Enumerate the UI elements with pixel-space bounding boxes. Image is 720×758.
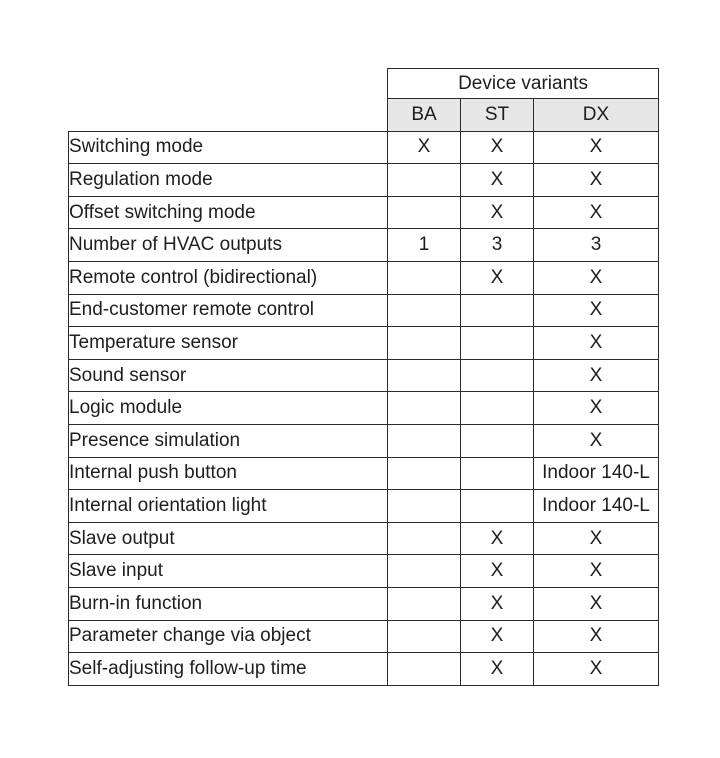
value-cell: X xyxy=(461,620,534,653)
table-row xyxy=(69,261,659,294)
table-row xyxy=(69,424,659,457)
value-cell xyxy=(461,359,534,392)
table-group-header-row xyxy=(69,69,659,99)
value-cell xyxy=(388,457,461,490)
value-cell xyxy=(388,522,461,555)
feature-cell: Sound sensor xyxy=(69,359,388,392)
header-spacer xyxy=(69,99,388,132)
feature-cell: Slave output xyxy=(69,522,388,555)
feature-cell: Switching mode xyxy=(69,131,388,164)
column-header-dx: DX xyxy=(534,99,659,132)
table-body xyxy=(69,131,659,685)
feature-cell: Number of HVAC outputs xyxy=(69,229,388,262)
value-cell: X xyxy=(534,261,659,294)
value-cell: X xyxy=(461,522,534,555)
table-row xyxy=(69,490,659,523)
value-cell xyxy=(388,164,461,197)
value-cell: Indoor 140-L xyxy=(534,457,659,490)
feature-cell: Remote control (bidirectional) xyxy=(69,261,388,294)
value-cell xyxy=(388,587,461,620)
value-cell: X xyxy=(534,294,659,327)
value-cell: X xyxy=(461,131,534,164)
value-cell xyxy=(461,294,534,327)
value-cell: X xyxy=(461,261,534,294)
device-variants-table xyxy=(68,68,659,686)
table-row xyxy=(69,522,659,555)
feature-cell: Internal push button xyxy=(69,457,388,490)
value-cell: 3 xyxy=(534,229,659,262)
table-row xyxy=(69,327,659,360)
value-cell xyxy=(388,424,461,457)
value-cell xyxy=(388,620,461,653)
value-cell: X xyxy=(534,555,659,588)
table-row xyxy=(69,196,659,229)
value-cell: X xyxy=(534,587,659,620)
header-spacer xyxy=(69,69,388,99)
feature-cell: Regulation mode xyxy=(69,164,388,197)
table-row xyxy=(69,587,659,620)
table-row xyxy=(69,164,659,197)
value-cell xyxy=(461,392,534,425)
table-row xyxy=(69,131,659,164)
value-cell: X xyxy=(534,392,659,425)
feature-cell: Offset switching mode xyxy=(69,196,388,229)
value-cell xyxy=(388,327,461,360)
value-cell xyxy=(388,196,461,229)
table-row xyxy=(69,359,659,392)
value-cell: X xyxy=(534,522,659,555)
feature-cell: Parameter change via object xyxy=(69,620,388,653)
value-cell: X xyxy=(388,131,461,164)
feature-cell: Slave input xyxy=(69,555,388,588)
table-row xyxy=(69,294,659,327)
table-row xyxy=(69,620,659,653)
value-cell: X xyxy=(461,164,534,197)
feature-cell: Internal orientation light xyxy=(69,490,388,523)
value-cell: Indoor 140-L xyxy=(534,490,659,523)
value-cell: X xyxy=(534,653,659,686)
feature-cell: Self-adjusting follow-up time xyxy=(69,653,388,686)
column-header-st: ST xyxy=(461,99,534,132)
table-row xyxy=(69,392,659,425)
value-cell xyxy=(388,653,461,686)
value-cell xyxy=(461,457,534,490)
table-row xyxy=(69,653,659,686)
value-cell xyxy=(461,327,534,360)
value-cell xyxy=(388,490,461,523)
feature-cell: Temperature sensor xyxy=(69,327,388,360)
value-cell: X xyxy=(534,424,659,457)
value-cell: 1 xyxy=(388,229,461,262)
value-cell xyxy=(388,555,461,588)
value-cell xyxy=(388,359,461,392)
value-cell xyxy=(388,392,461,425)
feature-cell: Burn-in function xyxy=(69,587,388,620)
value-cell: X xyxy=(534,131,659,164)
value-cell xyxy=(461,424,534,457)
value-cell: X xyxy=(461,555,534,588)
feature-cell: Presence simulation xyxy=(69,424,388,457)
table-row xyxy=(69,555,659,588)
value-cell: X xyxy=(534,164,659,197)
value-cell: X xyxy=(534,359,659,392)
value-cell xyxy=(388,294,461,327)
table-row xyxy=(69,229,659,262)
value-cell: X xyxy=(534,196,659,229)
value-cell: X xyxy=(534,620,659,653)
value-cell: X xyxy=(534,327,659,360)
value-cell: X xyxy=(461,587,534,620)
value-cell xyxy=(388,261,461,294)
value-cell xyxy=(461,490,534,523)
feature-cell: End-customer remote control xyxy=(69,294,388,327)
value-cell: X xyxy=(461,196,534,229)
feature-cell: Logic module xyxy=(69,392,388,425)
value-cell: X xyxy=(461,653,534,686)
table-row xyxy=(69,457,659,490)
table-group-header: Device variants xyxy=(388,69,659,99)
column-header-ba: BA xyxy=(388,99,461,132)
table-column-header-row xyxy=(69,99,659,132)
value-cell: 3 xyxy=(461,229,534,262)
